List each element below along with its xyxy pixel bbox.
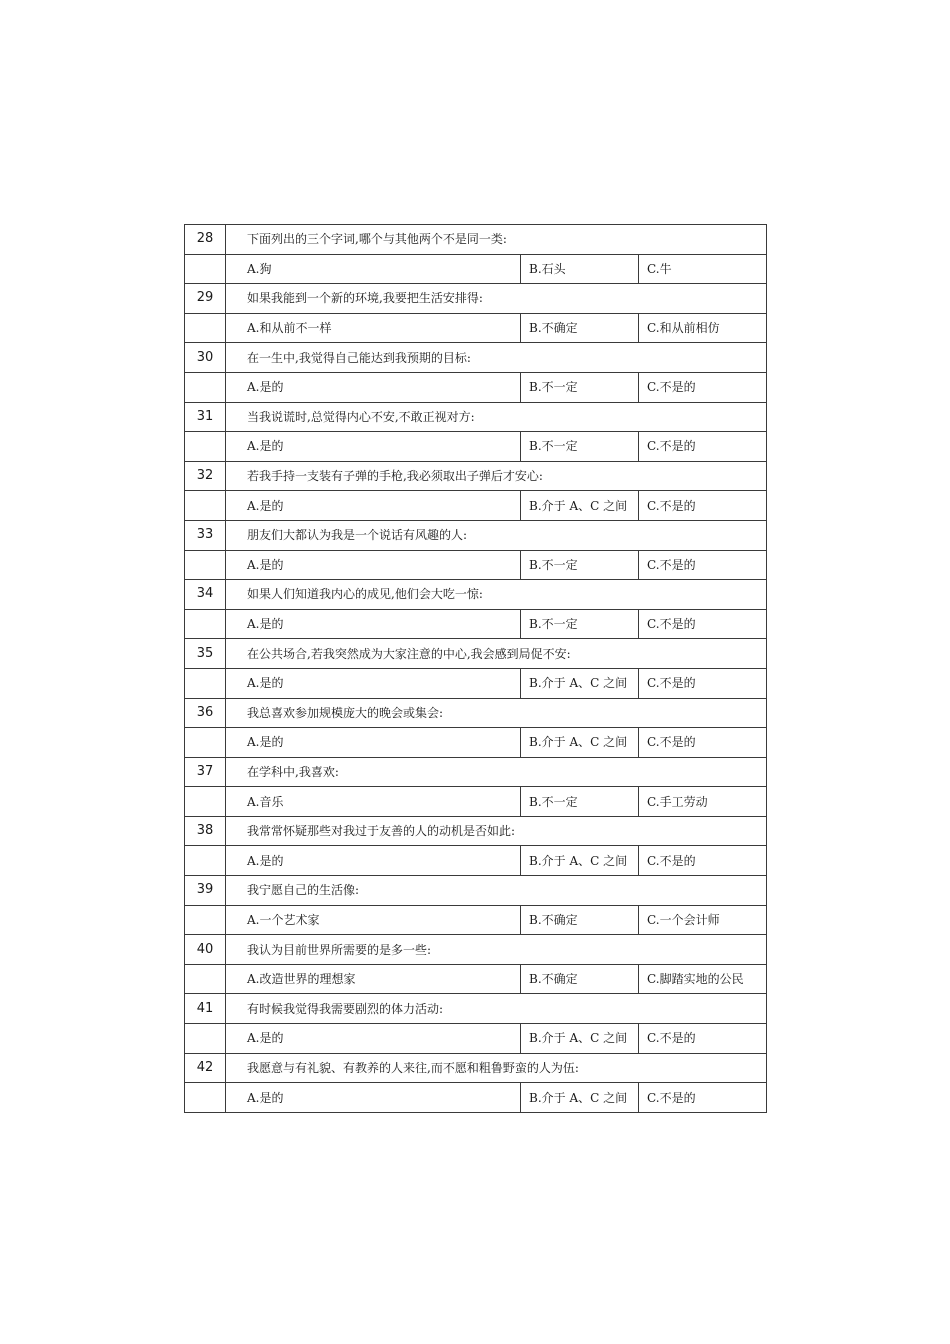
option-b: B.不一定 [521, 609, 639, 639]
question-row [185, 935, 767, 965]
question-text: 下面列出的三个字词,哪个与其他两个不是同一类: [226, 225, 767, 255]
question-number: 28 [185, 225, 226, 255]
question-row [185, 402, 767, 432]
blank-cell [185, 905, 226, 935]
option-b: B.介于 A、C 之间 [521, 668, 639, 698]
blank-cell [185, 1024, 226, 1054]
question-row [185, 639, 767, 669]
question-row [185, 698, 767, 728]
option-c: C.手工劳动 [639, 787, 767, 817]
question-row [185, 994, 767, 1024]
blank-cell [185, 372, 226, 402]
question-number: 41 [185, 994, 226, 1024]
option-c: C.和从前相仿 [639, 313, 767, 343]
options-row [185, 372, 767, 402]
option-b: B.介于 A、C 之间 [521, 491, 639, 521]
question-row [185, 461, 767, 491]
option-a: A.是的 [226, 728, 521, 758]
option-a: A.是的 [226, 550, 521, 580]
blank-cell [185, 491, 226, 521]
option-b: B.不确定 [521, 964, 639, 994]
options-row [185, 964, 767, 994]
option-a: A.是的 [226, 432, 521, 462]
question-text: 我认为目前世界所需要的是多一些: [226, 935, 767, 965]
option-c: C.不是的 [639, 491, 767, 521]
question-number: 40 [185, 935, 226, 965]
question-number: 37 [185, 757, 226, 787]
option-b: B.不一定 [521, 372, 639, 402]
option-b: B.不一定 [521, 432, 639, 462]
option-a: A.是的 [226, 846, 521, 876]
question-text: 在学科中,我喜欢: [226, 757, 767, 787]
option-b: B.介于 A、C 之间 [521, 728, 639, 758]
question-text: 我愿意与有礼貌、有教养的人来往,而不愿和粗鲁野蛮的人为伍: [226, 1053, 767, 1083]
question-text: 在公共场合,若我突然成为大家注意的中心,我会感到局促不安: [226, 639, 767, 669]
question-text: 如果人们知道我内心的成见,他们会大吃一惊: [226, 580, 767, 610]
option-c: C.牛 [639, 254, 767, 284]
question-text: 若我手持一支装有子弹的手枪,我必须取出子弹后才安心: [226, 461, 767, 491]
blank-cell [185, 609, 226, 639]
option-c: C.不是的 [639, 432, 767, 462]
blank-cell [185, 846, 226, 876]
option-a: A.音乐 [226, 787, 521, 817]
options-row [185, 905, 767, 935]
option-c: C.一个会计师 [639, 905, 767, 935]
question-text: 朋友们大都认为我是一个说话有风趣的人: [226, 520, 767, 550]
question-number: 36 [185, 698, 226, 728]
question-number: 32 [185, 461, 226, 491]
option-a: A.是的 [226, 1083, 521, 1113]
option-c: C.不是的 [639, 550, 767, 580]
option-b: B.介于 A、C 之间 [521, 846, 639, 876]
question-row [185, 520, 767, 550]
question-row [185, 1053, 767, 1083]
options-row [185, 313, 767, 343]
option-b: B.不一定 [521, 550, 639, 580]
options-row [185, 432, 767, 462]
question-number: 35 [185, 639, 226, 669]
question-row [185, 580, 767, 610]
option-c: C.不是的 [639, 668, 767, 698]
option-a: A.是的 [226, 609, 521, 639]
options-row [185, 668, 767, 698]
options-row [185, 787, 767, 817]
option-a: A.和从前不一样 [226, 313, 521, 343]
option-c: C.不是的 [639, 728, 767, 758]
option-b: B.不一定 [521, 787, 639, 817]
question-number: 42 [185, 1053, 226, 1083]
option-c: C.不是的 [639, 1083, 767, 1113]
option-b: B.介于 A、C 之间 [521, 1024, 639, 1054]
question-text: 我常常怀疑那些对我过于友善的人的动机是否如此: [226, 816, 767, 846]
question-number: 33 [185, 520, 226, 550]
blank-cell [185, 728, 226, 758]
question-number: 31 [185, 402, 226, 432]
question-number: 39 [185, 876, 226, 906]
question-text: 我宁愿自己的生活像: [226, 876, 767, 906]
options-row [185, 254, 767, 284]
question-row [185, 225, 767, 255]
options-row [185, 1083, 767, 1113]
options-row [185, 728, 767, 758]
question-number: 34 [185, 580, 226, 610]
option-c: C.不是的 [639, 1024, 767, 1054]
question-number: 30 [185, 343, 226, 373]
question-row [185, 816, 767, 846]
option-a: A.一个艺术家 [226, 905, 521, 935]
options-row [185, 1024, 767, 1054]
question-row [185, 284, 767, 314]
question-text: 当我说谎时,总觉得内心不安,不敢正视对方: [226, 402, 767, 432]
blank-cell [185, 313, 226, 343]
option-c: C.不是的 [639, 846, 767, 876]
question-row [185, 343, 767, 373]
question-number: 29 [185, 284, 226, 314]
blank-cell [185, 1083, 226, 1113]
option-b: B.不确定 [521, 905, 639, 935]
question-row [185, 876, 767, 906]
blank-cell [185, 787, 226, 817]
question-row [185, 757, 767, 787]
option-a: A.改造世界的理想家 [226, 964, 521, 994]
option-a: A.狗 [226, 254, 521, 284]
blank-cell [185, 550, 226, 580]
option-b: B.介于 A、C 之间 [521, 1083, 639, 1113]
blank-cell [185, 254, 226, 284]
blank-cell [185, 964, 226, 994]
option-a: A.是的 [226, 668, 521, 698]
options-row [185, 550, 767, 580]
question-text: 我总喜欢参加规模庞大的晚会或集会: [226, 698, 767, 728]
option-a: A.是的 [226, 1024, 521, 1054]
options-row [185, 609, 767, 639]
option-c: C.不是的 [639, 372, 767, 402]
blank-cell [185, 432, 226, 462]
option-c: C.不是的 [639, 609, 767, 639]
options-row [185, 846, 767, 876]
questionnaire-body [185, 225, 767, 1113]
options-row [185, 491, 767, 521]
question-text: 有时候我觉得我需要剧烈的体力活动: [226, 994, 767, 1024]
questionnaire-table [184, 224, 767, 1113]
option-c: C.脚踏实地的公民 [639, 964, 767, 994]
option-a: A.是的 [226, 491, 521, 521]
option-b: B.石头 [521, 254, 639, 284]
option-b: B.不确定 [521, 313, 639, 343]
option-a: A.是的 [226, 372, 521, 402]
question-text: 在一生中,我觉得自己能达到我预期的目标: [226, 343, 767, 373]
question-number: 38 [185, 816, 226, 846]
question-text: 如果我能到一个新的环境,我要把生活安排得: [226, 284, 767, 314]
blank-cell [185, 668, 226, 698]
